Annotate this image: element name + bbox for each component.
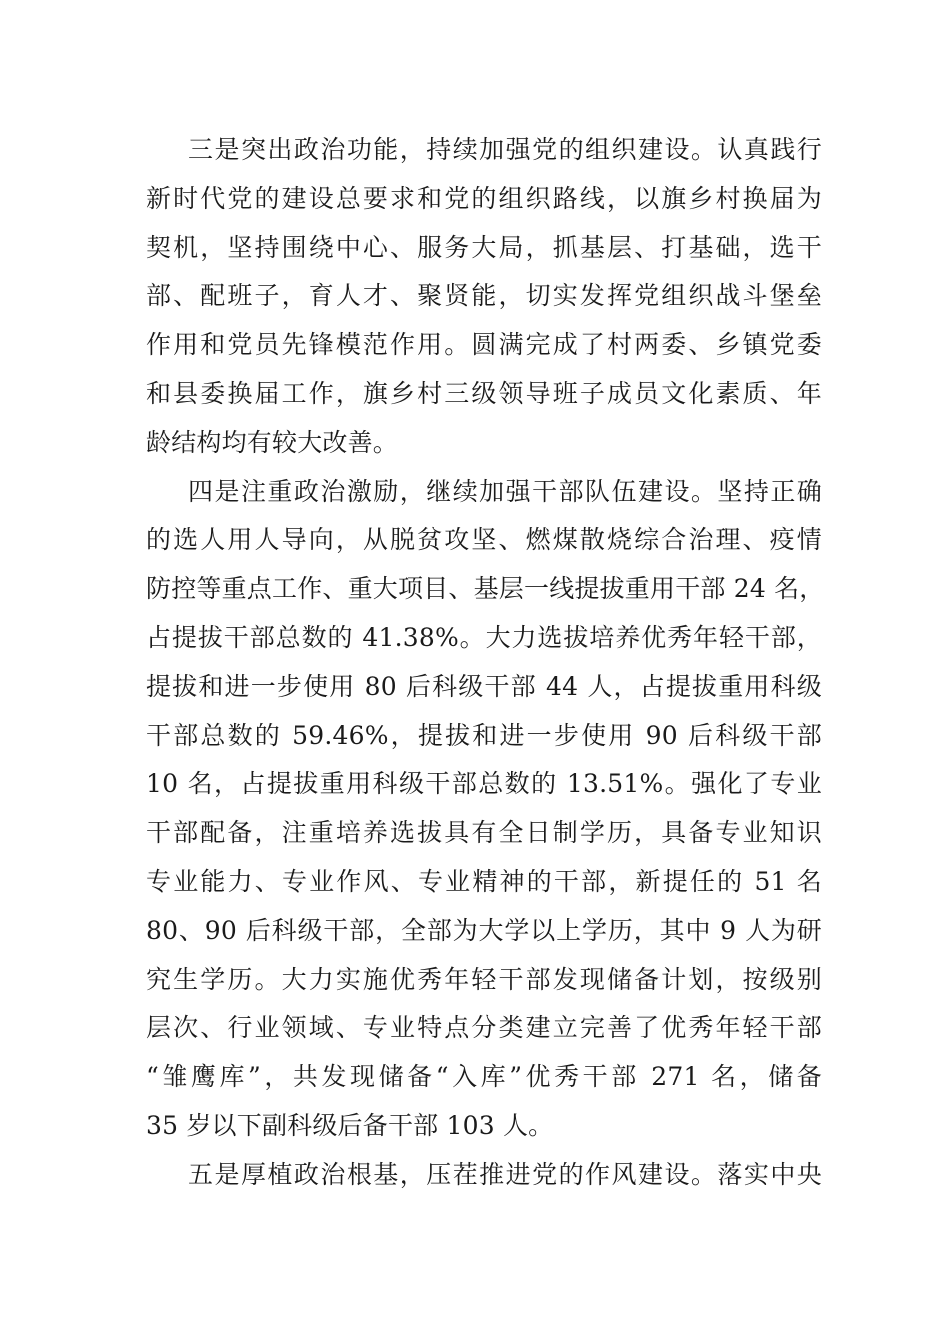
text-line: 专业能力、专业作风、专业精神的干部，新提任的 51 名 — [146, 866, 822, 896]
text-line: 占提拔干部总数的 41.38%。大力选拔培养优秀年轻干部， — [146, 622, 822, 652]
text-line: 部、配班子，育人才、聚贤能，切实发挥党组织战斗堡垒 — [146, 281, 822, 311]
document-body — [146, 126, 825, 1200]
text-line: 和县委换届工作，旗乡村三级领导班子成员文化素质、年 — [146, 378, 822, 408]
text-line: 80、90 后科级干部，全部为大学以上学历，其中 9 人为研 — [146, 915, 822, 945]
text-line: 究生学历。大力实施优秀年轻干部发现储备计划，按级别 — [146, 964, 822, 994]
text-line: 10 名，占提拔重用科级干部总数的 13.51%。强化了专业 — [146, 769, 822, 799]
text-line: 提拔和进一步使用 80 后科级干部 44 人，占提拔重用科级 — [146, 671, 822, 701]
text-line: 35 岁以下副科级后备干部 103 人。 — [146, 1110, 554, 1140]
text-line: 四是注重政治激励，继续加强干部队伍建设。坚持正确 — [188, 476, 822, 506]
text-line: 干部配备，注重培养选拔具有全日制学历，具备专业知识 — [146, 818, 822, 848]
text-line: 龄结构均有较大改善。 — [146, 427, 399, 457]
text-line: 层次、行业领域、专业特点分类建立完善了优秀年轻干部 — [146, 1013, 822, 1043]
text-line: 契机，坚持围绕中心、服务大局，抓基层、打基础，选干 — [146, 232, 822, 262]
text-line: “雏鹰库”，共发现储备“入库”优秀干部 271 名，储备 — [146, 1062, 822, 1092]
text-line: 防控等重点工作、重大项目、基层一线提拔重用干部 24 名， — [146, 574, 825, 604]
text-line: 的选人用人导向，从脱贫攻坚、燃煤散烧综合治理、疫情 — [146, 525, 822, 555]
text-line: 干部总数的 59.46%，提拔和进一步使用 90 后科级干部 — [146, 720, 822, 750]
text-line: 新时代党的建设总要求和党的组织路线，以旗乡村换届为 — [146, 183, 822, 213]
text-line: 五是厚植政治根基，压茬推进党的作风建设。落实中央 — [188, 1159, 822, 1189]
text-line: 作用和党员先锋模范作用。圆满完成了村两委、乡镇党委 — [146, 330, 822, 360]
text-line: 三是突出政治功能，持续加强党的组织建设。认真践行 — [188, 135, 822, 164]
